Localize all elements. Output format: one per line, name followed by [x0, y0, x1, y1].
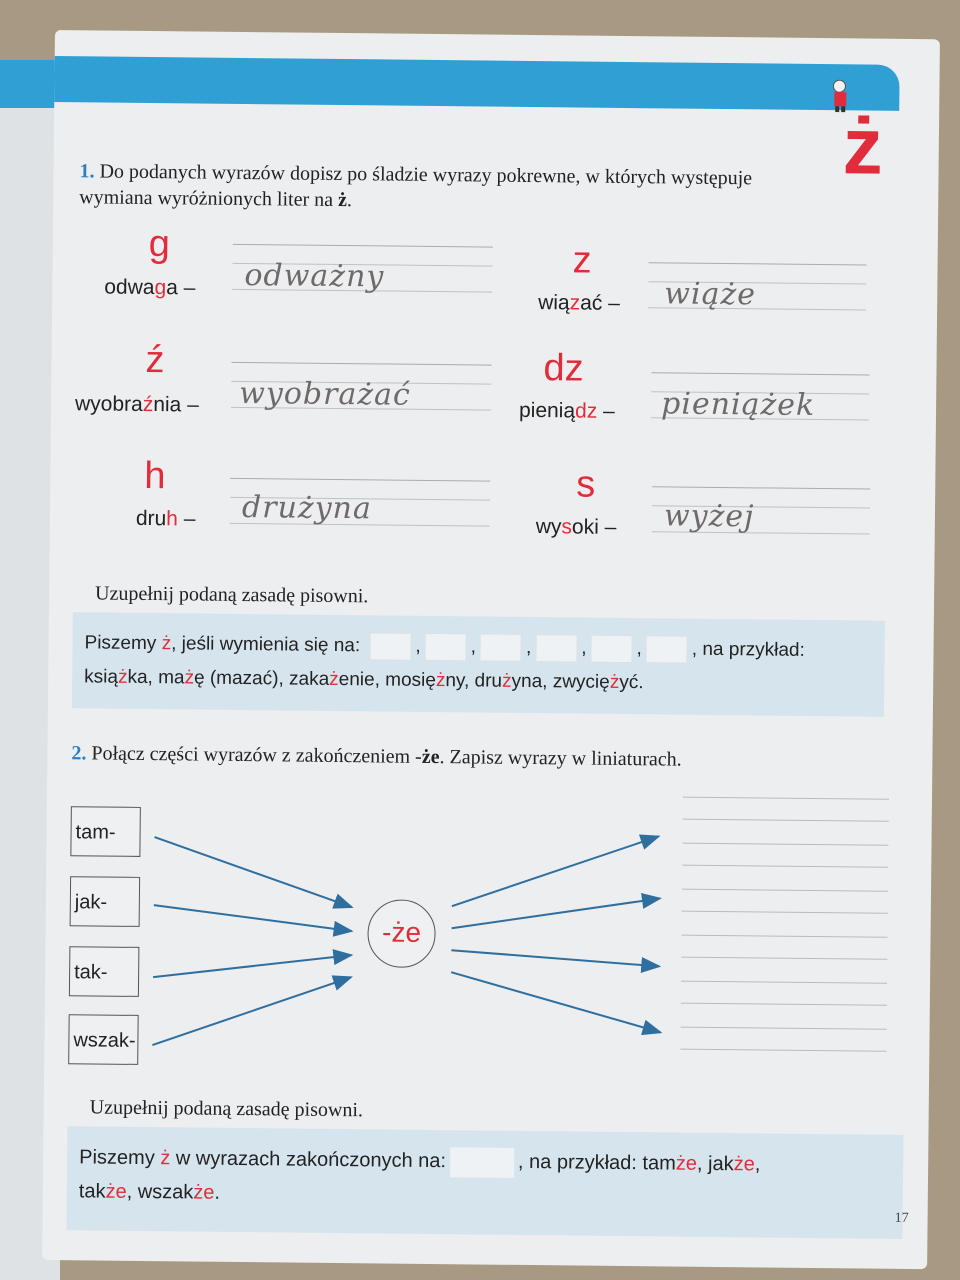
highlight-letter: s [576, 463, 596, 506]
traced-answer: wyżej [663, 498, 755, 535]
rule1-examples: książka, mażę (mazać), zakażenie, mosiężny, drużyna, zwyciężyć. [84, 666, 644, 694]
source-word: pieniądz – [518, 398, 615, 423]
workbook-page [42, 30, 940, 1269]
chapter-letter: ż [842, 101, 884, 191]
ending-circle[interactable]: -że [367, 899, 436, 968]
source-word: wyobraźnia – [74, 392, 199, 417]
exercise2-instruction: 2. Połącz części wyrazów z zakończeniem -że. Zapisz wyrazy w liniaturach. [71, 742, 682, 771]
word-part-tam[interactable]: tam- [70, 806, 141, 857]
source-word: odwaga – [104, 275, 196, 300]
connection-arrows [42, 30, 940, 1269]
rule1-title: Uzupełnij podaną zasadę pisowni. [94, 582, 369, 608]
traced-answer: odważny [244, 257, 385, 295]
rule2-box: Piszemy ż w wyrazach zakończonych na: , na przykład: tamże, jakże, także, wszakże. [66, 1126, 903, 1239]
word-part-wszak[interactable]: wszak- [68, 1014, 139, 1065]
rule1-box: Piszemy ż, jeśli wymienia się na: , , , , , , na przykład: książka, mażę (mazać), zakażenie, mosiężny, drużyna, zwyciężyć. [72, 612, 885, 716]
exercise1-instruction: 1. Do podanych wyrazów dopisz po śladzie wyrazy pokrewne, w których występuje wymiana wyróżnionych liter na ż. [79, 160, 753, 212]
answer-slot[interactable] [450, 1147, 514, 1178]
word-part-tak[interactable]: tak- [69, 946, 140, 997]
traced-answer: wyobrażać [239, 375, 412, 413]
traced-answer: drużyna [241, 489, 373, 527]
traced-answer: wiąże [664, 276, 757, 313]
word-part-jak[interactable]: jak- [70, 876, 141, 927]
previous-page-band [0, 60, 60, 108]
rule2-title: Uzupełnij podaną zasadę pisowni. [89, 1096, 364, 1122]
highlight-letter: g [148, 222, 171, 266]
source-word: druh – [135, 506, 196, 531]
source-word: wysoki – [535, 515, 617, 539]
traced-answer: pieniążek [660, 386, 816, 423]
highlight-letter: z [572, 239, 592, 282]
highlight-letter: dz [543, 347, 584, 390]
highlight-letter: ź [145, 338, 165, 382]
source-word: wiązać – [538, 291, 621, 315]
page-number: 17 [894, 1210, 909, 1227]
exercise1-number: 1. [79, 160, 95, 183]
highlight-letter: h [144, 454, 166, 498]
